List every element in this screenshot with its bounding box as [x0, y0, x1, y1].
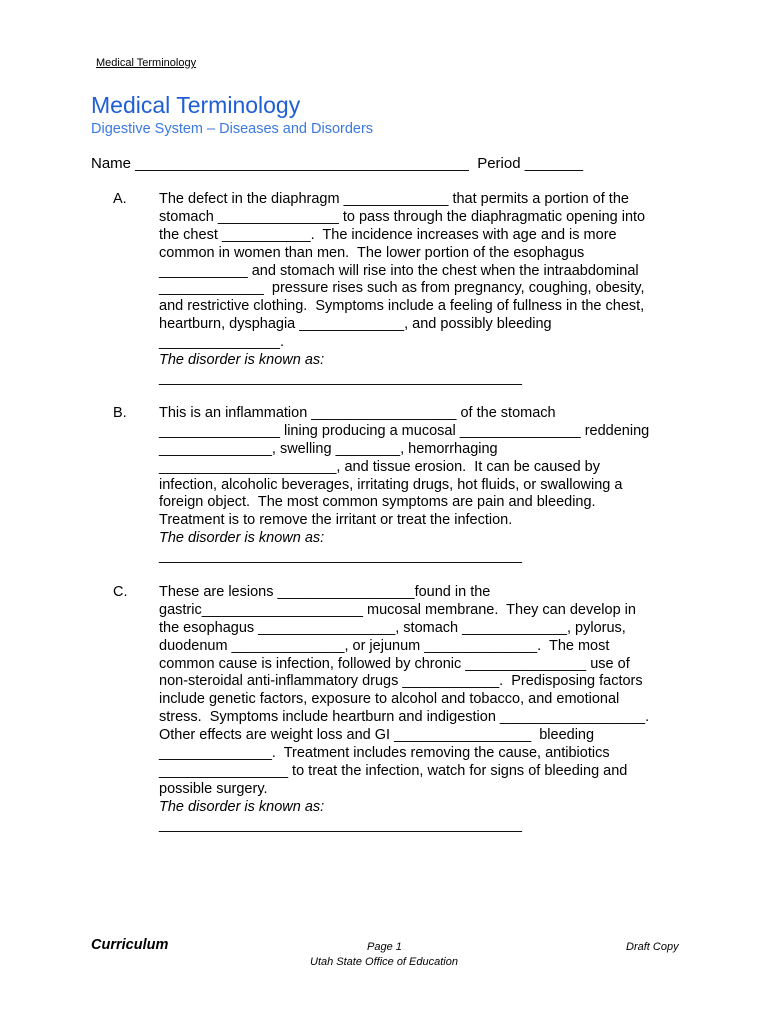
- section-c-line: include genetic factors, exposure to alcohol and tobacco, and emotional: [159, 691, 620, 708]
- section-c-line: These are lesions _________________found in the: [159, 584, 491, 600]
- section-b-body: [159, 405, 679, 566]
- section-b-line: Treatment is to remove the irritant or treat the infection.: [159, 512, 513, 529]
- footer-curriculum: Curriculum: [91, 937, 169, 953]
- section-c-line: the esophagus _________________, stomach _____________, pylorus,: [159, 619, 626, 636]
- section-c-line: ______________. Treatment includes removing the cause, antibiotics: [159, 745, 610, 762]
- section-b-line: This is an inflammation __________________ of the stomach: [159, 405, 556, 421]
- section-a-line: stomach _______________ to pass through the diaphragmatic opening into: [159, 208, 646, 225]
- section-b-prompt: The disorder is known as:: [159, 530, 325, 547]
- section-a-line: _____________ pressure rises such as from pregnancy, coughing, obesity,: [159, 280, 645, 297]
- section-a-line: and restrictive clothing. Symptoms include a feeling of fullness in the chest,: [159, 298, 645, 315]
- section-b-line: infection, alcoholic beverages, irritating drugs, hot fluids, or swallowing a: [159, 476, 623, 493]
- page-subtitle: Digestive System – Diseases and Disorders: [91, 121, 374, 137]
- section-a-line: the chest ___________. The incidence increases with age and is more: [159, 226, 617, 243]
- section-c-line: duodenum ______________, or jejunum ______________. The most: [159, 637, 610, 654]
- running-header: Medical Terminology: [96, 57, 197, 69]
- section-c-line: gastric____________________ mucosal membrane. They can develop in: [159, 601, 636, 618]
- section-c-answer-line: _____________________________________________: [159, 816, 522, 833]
- name-period-line: Name ________________________________________ Period _______: [91, 155, 584, 172]
- section-c-line: stress. Symptoms include heartburn and indigestion __________________.: [159, 709, 650, 726]
- section-c-line: non-steroidal anti-inflammatory drugs ____________. Predisposing factors: [159, 673, 643, 690]
- section-c-line: common cause is infection, followed by chronic _______________ use of: [159, 655, 630, 672]
- section-c-line: Other effects are weight loss and GI _________________ bleeding: [159, 727, 595, 744]
- section-a-body: [159, 191, 679, 388]
- section-b-answer-line: _____________________________________________: [159, 548, 522, 565]
- section-b-line: ______________________, and tissue erosion. It can be caused by: [159, 458, 600, 475]
- section-a-prompt: The disorder is known as:: [159, 352, 325, 369]
- section-c-body: [159, 584, 679, 834]
- section-c-line: ________________ to treat the infection, watch for signs of bleeding and: [159, 762, 628, 779]
- section-a-line: _______________.: [159, 334, 284, 351]
- section-a-letter: A.: [113, 191, 127, 207]
- section-a-line: ___________ and stomach will rise into the chest when the intraabdominal: [159, 262, 639, 279]
- section-a-answer-line: _____________________________________________: [159, 369, 522, 386]
- section-b-line: _______________ lining producing a mucosal _______________ reddening: [159, 422, 650, 439]
- section-b-line: ______________, swelling ________, hemorrhaging: [159, 440, 498, 457]
- section-c-line: possible surgery.: [159, 780, 268, 797]
- section-a-line: common in women than men. The lower portion of the esophagus: [159, 244, 585, 261]
- footer-page-number: Page 1: [367, 941, 402, 953]
- section-c-prompt: The disorder is known as:: [159, 798, 325, 815]
- footer-draft-copy: Draft Copy: [626, 941, 679, 953]
- footer-organization: Utah State Office of Education: [310, 956, 458, 968]
- section-c-letter: C.: [113, 584, 128, 600]
- section-b-line: foreign object. The most common symptoms are pain and bleeding.: [159, 494, 596, 511]
- section-a-line: heartburn, dysphagia _____________, and possibly bleeding: [159, 316, 552, 333]
- section-a-line: The defect in the diaphragm _____________ that permits a portion of the: [159, 191, 629, 207]
- section-b-letter: B.: [113, 405, 127, 421]
- page-title: Medical Terminology: [91, 92, 301, 118]
